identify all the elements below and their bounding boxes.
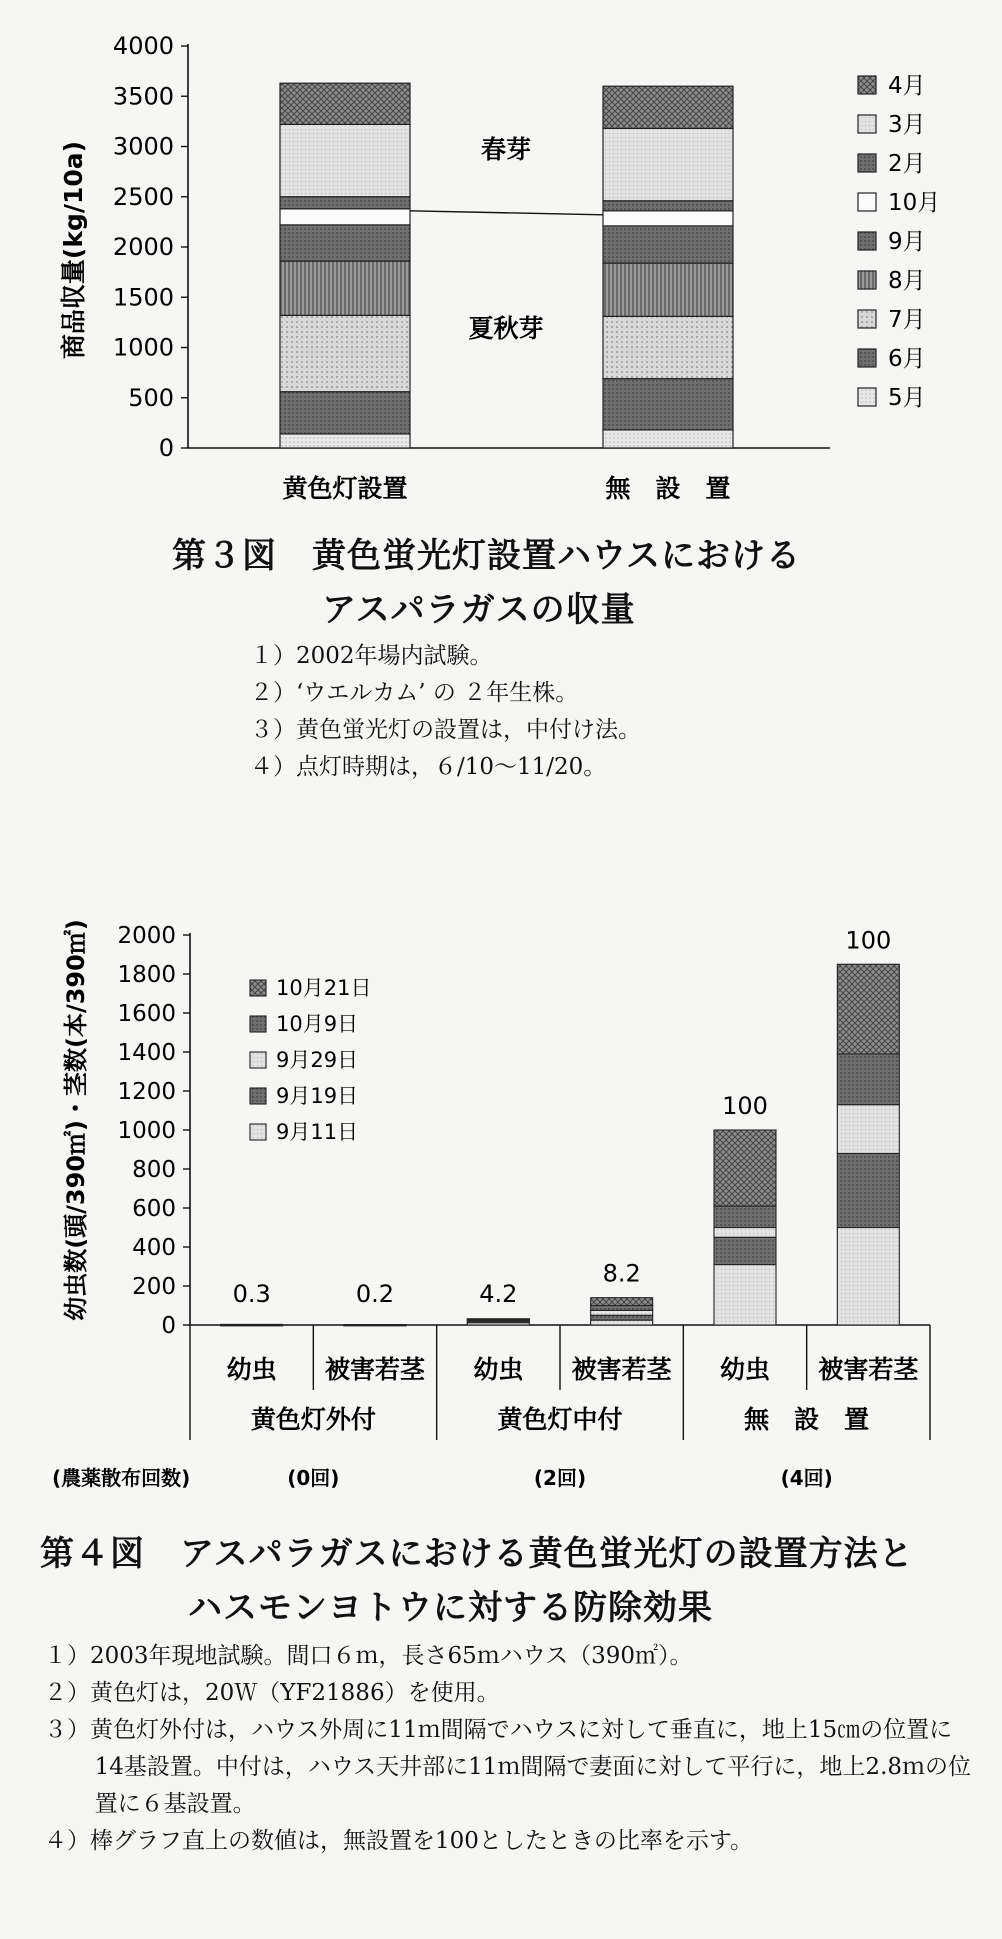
- fig3-caption-line1: 第３図 黄色蛍光灯設置ハウスにおける: [172, 536, 801, 576]
- legend-label: 8月: [888, 268, 926, 294]
- y-tick-label: 2500: [112, 182, 174, 211]
- fig3-note: ４）点灯時期は，６/10〜11/20。: [250, 754, 607, 780]
- legend-label: 9月: [888, 229, 926, 255]
- y-tick-label: 2000: [117, 923, 176, 949]
- legend-label: 9月29日: [276, 1048, 359, 1072]
- bar-segment: [591, 1315, 653, 1320]
- bar-segment: [837, 1228, 899, 1326]
- y-tick-label: 1500: [112, 283, 174, 312]
- legend-label: 2月: [888, 151, 926, 177]
- legend-swatch: [250, 1124, 266, 1140]
- fig4-note: ２）黄色灯は，20Ｗ（YF21886）を使用。: [44, 1680, 500, 1706]
- y-tick-label: 500: [128, 383, 174, 412]
- fig4-note: ３）黄色灯外付は，ハウス外周に11ｍ間隔でハウスに対して垂直に，地上15㎝の位置に14基設置。中付は，ハウス天井部に11ｍ間隔で妻面に対して平行に，地上2.8ｍの位置に６基設置。: [44, 1717, 972, 1817]
- bar-segment: [591, 1306, 653, 1311]
- y-tick-label: 600: [132, 1196, 176, 1222]
- legend-label: 3月: [888, 112, 926, 138]
- ratio-label: 100: [845, 926, 892, 955]
- bar-segment: [714, 1130, 776, 1206]
- bar-segment: [837, 1105, 899, 1154]
- fig4-caption-line1: 第４図 アスパラガスにおける黄色蛍光灯の設置方法と: [40, 1534, 914, 1574]
- ratio-label: 8.2: [602, 1259, 641, 1288]
- fig4-note: ４）棒グラフ直上の数値は，無設置を100としたときの比率を示す。: [44, 1828, 754, 1854]
- fig4-caption-line2: ハスモンヨトウに対する防除効果: [188, 1588, 713, 1628]
- fig3-note: １）2002年場内試験。: [250, 643, 493, 669]
- fig4-notes: [44, 1638, 974, 1860]
- legend-swatch: [250, 980, 266, 996]
- y-tick-label: 800: [132, 1157, 176, 1183]
- legend-label: 7月: [888, 307, 926, 333]
- x-tick-label: 無 設 置: [605, 474, 731, 503]
- fig3-note: ２）‘ウエルカム’ の ２年生株。: [250, 680, 579, 706]
- bar-segment: [837, 1054, 899, 1105]
- group-label: 黄色灯中付: [497, 1405, 623, 1434]
- fig3-note: ３）黄色蛍光灯の設置は，中付け法。: [250, 717, 641, 743]
- ratio-label: 0.2: [355, 1280, 395, 1308]
- bar-segment: [714, 1265, 776, 1325]
- legend-label: 6月: [888, 346, 926, 372]
- bar-segment: [591, 1320, 653, 1325]
- annotation-summer-autumn: 夏秋芽: [468, 314, 544, 343]
- x-tick-label: 幼虫: [226, 1355, 277, 1384]
- bar-segment: [837, 964, 899, 1054]
- y-tick-label: 4000: [112, 32, 174, 60]
- legend-label: 9月19日: [276, 1084, 359, 1108]
- x-tick-label: 被害若茎: [571, 1355, 672, 1384]
- ratio-label: 4.2: [479, 1280, 518, 1308]
- y-axis-label: 商品収量(kg/10a): [59, 140, 88, 360]
- y-tick-label: 2000: [112, 233, 174, 261]
- pesticide-count: (0回): [287, 1466, 340, 1490]
- legend-label: 10月9日: [276, 1012, 359, 1036]
- bar-segment: [714, 1228, 776, 1238]
- pesticide-count: (4回): [780, 1466, 833, 1490]
- annotation-spring: 春芽: [480, 135, 532, 164]
- bar-segment: [344, 1325, 406, 1326]
- legend-label: 4月: [888, 73, 926, 99]
- legend-label: 10月21日: [276, 976, 372, 1000]
- x-tick-label: 黄色灯設置: [282, 474, 408, 503]
- legend-swatch: [250, 1052, 266, 1068]
- x-tick-label: 幼虫: [719, 1355, 771, 1384]
- legend-label: 5月: [888, 385, 926, 411]
- group-label: 黄色灯外付: [250, 1405, 376, 1434]
- y-tick-label: 3500: [112, 82, 174, 111]
- bar-segment: [714, 1237, 776, 1264]
- ratio-label: 0.3: [232, 1280, 271, 1308]
- legend-label: 10月: [888, 190, 941, 216]
- x-tick-label: 被害若茎: [324, 1355, 426, 1384]
- bar-segment: [714, 1206, 776, 1227]
- legend-swatch: [250, 1088, 266, 1104]
- fig3-caption-line2: アスパラガスの収量: [322, 590, 636, 630]
- pesticide-label: (農薬散布回数): [52, 1466, 191, 1490]
- y-tick-label: 3000: [112, 132, 174, 161]
- y-tick-label: 1600: [117, 1001, 176, 1027]
- y-tick-label: 1200: [117, 1079, 176, 1105]
- y-tick-label: 1000: [112, 333, 174, 362]
- x-tick-label: 幼虫: [473, 1355, 524, 1384]
- ratio-label: 100: [722, 1092, 768, 1120]
- y-tick-label: 1400: [117, 1040, 176, 1066]
- y-tick-label: 200: [132, 1274, 176, 1300]
- y-tick-label: 0: [161, 1313, 176, 1339]
- y-tick-label: 1000: [117, 1118, 176, 1144]
- y-tick-label: 400: [132, 1235, 176, 1261]
- legend-label: 9月11日: [276, 1120, 359, 1144]
- bar-segment: [591, 1298, 653, 1306]
- bar-segment: [837, 1153, 899, 1227]
- y-tick-label: 1800: [117, 962, 176, 988]
- bar-segment: [467, 1319, 529, 1320]
- bar-segment: [221, 1324, 283, 1325]
- group-label: 無 設 置: [744, 1405, 870, 1434]
- bar-segment: [591, 1310, 653, 1315]
- legend-swatch: [250, 1016, 266, 1032]
- y-tick-label: 0: [158, 434, 174, 462]
- pesticide-count: (2回): [533, 1466, 587, 1490]
- x-tick-label: 被害若茎: [818, 1355, 919, 1384]
- fig4-note: １）2003年現地試験。間口６ｍ，長さ65ｍハウス（390㎡）。: [44, 1643, 693, 1669]
- y-axis-label: 幼虫数(頭/390㎡)・茎数(本/390㎡): [62, 919, 90, 1321]
